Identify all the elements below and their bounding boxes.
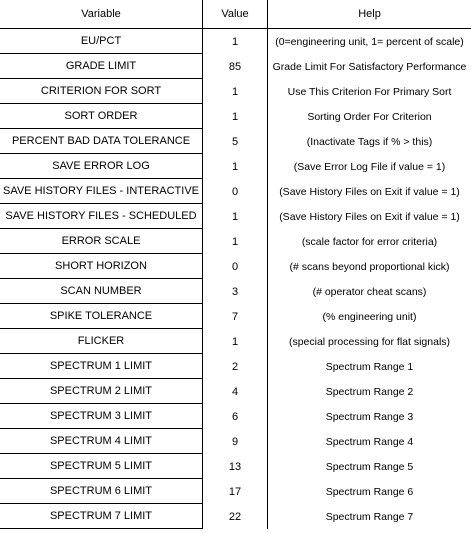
variable-label: SCAN NUMBER: [60, 285, 142, 297]
variable-label: SPECTRUM 6 LIMIT: [49, 485, 153, 497]
help-cell: [267, 79, 471, 104]
value-cell[interactable]: 7: [231, 310, 239, 323]
help-text: Use This Criterion For Primary Sort: [287, 85, 452, 98]
variable-label: SAVE HISTORY FILES - SCHEDULED: [5, 210, 197, 222]
variable-label: SPIKE TOLERANCE: [49, 310, 153, 322]
help-cell: [267, 54, 471, 79]
value-cell[interactable]: 13: [228, 460, 242, 473]
help-text: (# scans beyond proportional kick): [289, 260, 450, 273]
variable-cell[interactable]: [0, 479, 203, 504]
value-cell[interactable]: 4: [231, 385, 239, 398]
help-cell: [267, 204, 471, 229]
table-row: [0, 454, 471, 479]
variable-cell[interactable]: [0, 429, 203, 454]
variable-label: SPECTRUM 1 LIMIT: [49, 360, 153, 372]
variable-cell[interactable]: [0, 79, 203, 104]
help-text: Spectrum Range 2: [325, 385, 414, 398]
variable-label: SPECTRUM 3 LIMIT: [49, 410, 153, 422]
help-cell: [267, 129, 471, 154]
help-cell: [267, 104, 471, 129]
variable-label: EU/PCT: [80, 35, 122, 47]
value-cell[interactable]: 2: [231, 360, 239, 373]
value-cell[interactable]: 22: [228, 510, 242, 523]
table-row: [0, 504, 471, 529]
variable-label: CRITERION FOR SORT: [40, 85, 162, 97]
variable-label: SPECTRUM 4 LIMIT: [49, 435, 153, 447]
table-row: [0, 154, 471, 179]
help-cell: [267, 29, 471, 54]
table-row: [0, 129, 471, 154]
table-row: [0, 279, 471, 304]
header-value[interactable]: Value: [203, 0, 267, 28]
variable-label: FLICKER: [77, 335, 125, 347]
grid-header-row: [0, 0, 471, 29]
value-cell[interactable]: 0: [231, 260, 239, 273]
help-cell: [267, 179, 471, 204]
header-help[interactable]: Help: [267, 0, 471, 28]
variable-label: SPECTRUM 2 LIMIT: [49, 385, 153, 397]
table-row: [0, 354, 471, 379]
variable-cell[interactable]: [0, 229, 203, 254]
table-row: [0, 204, 471, 229]
variable-label: SPECTRUM 7 LIMIT: [49, 510, 153, 522]
variable-label: SAVE HISTORY FILES - INTERACTIVE: [2, 185, 199, 197]
help-text: Spectrum Range 1: [325, 360, 414, 373]
table-row: [0, 29, 471, 54]
grid-body: [0, 29, 471, 529]
variable-cell[interactable]: [0, 279, 203, 304]
help-text: (Save History Files on Exit if value = 1): [279, 210, 460, 223]
help-text: (0=engineering unit, 1= percent of scale): [275, 35, 464, 48]
value-cell[interactable]: 0: [231, 185, 239, 198]
table-row: [0, 379, 471, 404]
value-cell[interactable]: 1: [231, 160, 239, 173]
help-text: Spectrum Range 3: [325, 410, 414, 423]
help-text: Spectrum Range 4: [325, 435, 414, 448]
table-row: [0, 104, 471, 129]
value-cell[interactable]: 1: [231, 235, 239, 248]
value-cell[interactable]: 85: [228, 60, 242, 73]
help-cell: [267, 379, 471, 404]
table-row: [0, 304, 471, 329]
variable-label: ERROR SCALE: [61, 235, 141, 247]
variable-cell[interactable]: [0, 329, 203, 354]
variable-label: GRADE LIMIT: [65, 60, 137, 72]
help-cell: [267, 154, 471, 179]
variable-cell[interactable]: [0, 504, 203, 529]
variable-cell[interactable]: [0, 354, 203, 379]
value-cell[interactable]: 1: [231, 35, 239, 48]
table-row: [0, 254, 471, 279]
variable-label: PERCENT BAD DATA TOLERANCE: [11, 135, 191, 147]
header-variable[interactable]: Variable: [0, 0, 203, 28]
help-text: Sorting Order For Criterion: [307, 110, 432, 123]
variable-label: SPECTRUM 5 LIMIT: [49, 460, 153, 472]
value-cell[interactable]: 5: [231, 135, 239, 148]
help-text: (Inactivate Tags if % > this): [306, 135, 433, 148]
variable-cell[interactable]: [0, 454, 203, 479]
help-cell: [267, 279, 471, 304]
help-cell: [267, 504, 471, 529]
help-cell: [267, 229, 471, 254]
value-cell[interactable]: 1: [231, 210, 239, 223]
variable-cell[interactable]: [0, 379, 203, 404]
help-text: Spectrum Range 6: [325, 485, 414, 498]
table-row: [0, 229, 471, 254]
table-row: [0, 54, 471, 79]
table-row: [0, 404, 471, 429]
table-row: [0, 429, 471, 454]
variable-cell[interactable]: [0, 404, 203, 429]
table-row: [0, 479, 471, 504]
help-cell: [267, 254, 471, 279]
help-cell: [267, 404, 471, 429]
variable-cell[interactable]: [0, 29, 203, 54]
help-cell: [267, 354, 471, 379]
variable-cell[interactable]: [0, 304, 203, 329]
variable-label: SORT ORDER: [64, 110, 138, 122]
variable-cell[interactable]: [0, 54, 203, 79]
variable-cell[interactable]: [0, 154, 203, 179]
variable-cell[interactable]: [0, 129, 203, 154]
help-cell: [267, 429, 471, 454]
variable-cell[interactable]: [0, 204, 203, 229]
variable-label: SHORT HORIZON: [55, 260, 147, 272]
value-cell[interactable]: 9: [231, 435, 239, 448]
help-text: (special processing for flat signals): [288, 335, 451, 348]
value-cell[interactable]: 17: [228, 485, 242, 498]
help-text: (Save History Files on Exit if value = 1): [279, 185, 460, 198]
variable-cell[interactable]: [0, 254, 203, 279]
help-cell: [267, 304, 471, 329]
variable-cell[interactable]: [0, 179, 203, 204]
help-text: (scale factor for error criteria): [301, 235, 438, 248]
table-row: [0, 79, 471, 104]
value-cell[interactable]: 1: [231, 335, 239, 348]
table-row: [0, 329, 471, 354]
help-text: (% engineering unit): [322, 310, 417, 323]
help-text: Spectrum Range 5: [325, 460, 414, 473]
help-text: Grade Limit For Satisfactory Performance: [272, 60, 467, 73]
variable-label: SAVE ERROR LOG: [52, 160, 150, 172]
help-cell: [267, 454, 471, 479]
variable-cell[interactable]: [0, 104, 203, 129]
value-cell[interactable]: 6: [231, 410, 239, 423]
help-text: (Save Error Log File if value = 1): [293, 160, 446, 173]
help-cell: [267, 479, 471, 504]
help-cell: [267, 329, 471, 354]
table-row: [0, 179, 471, 204]
value-cell[interactable]: 3: [231, 285, 239, 298]
value-cell[interactable]: 1: [231, 110, 239, 123]
help-text: Spectrum Range 7: [325, 510, 414, 523]
value-cell[interactable]: 1: [231, 85, 239, 98]
help-text: (# operator cheat scans): [312, 285, 427, 298]
